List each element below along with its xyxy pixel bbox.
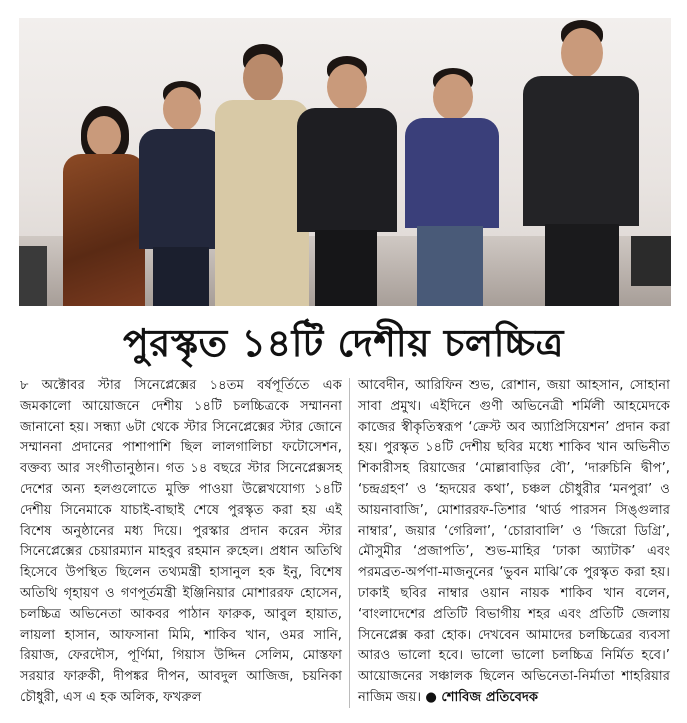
- article-column-right: [358, 376, 670, 709]
- byline: ● শোবিজ প্রতিবেদক: [425, 689, 539, 705]
- person-man-microphone: [291, 56, 401, 306]
- headline: পুরস্কৃত ১৪টি দেশীয় চলচ্চিত্র: [123, 321, 564, 365]
- article-column-left: ৮ অক্টোবর স্টার সিনেপ্লেক্সের ১৪তম বর্ষপূর্তিতে এক জমকালো আয়োজনে দেশীয় ১৪টি চলচ্চিত্রকে সম্মাননা জানানো হয়। সন্ধ্যা ৬টা থেকে স্টার সিনেপ্লেক্সের স্টার জোনে সম্মাননা প্রদানের পাশাপাশি ছিল লালগালিচা ফটোসেশন, বক্তব্য আর সংগীতানুষ্ঠান। গত ১৪ বছরে স্টার সিনেপ্লেক্সসহ দেশের অন্য হলগুলোতে মুক্তি পাওয়া উল্লেখযোগ্য ১৪টি দেশীয় সিনেমাকে যাচাই-বাছাই শেষে পুরস্কৃত করা হয় এই বিশেষ অনুষ্ঠানের মধ্য দিয়ে। পুরস্কার প্রদান করেন স্টার সিনেপ্লেক্সের চেয়ারম্যান মাহবুব রহমান রুহেল। প্রধান অতিথি হিসেবে উপস্থিত ছিলেন তথ্যমন্ত্রী হাসানুল হক ইনু, বিশেষ অতিথি গৃহায়ণ ও গণপূর্তমন্ত্রী ইঞ্জিনিয়ার মোশাররফ হোসেন, চলচ্চিত্র অভিনেতা আকবর পাঠান ফারুক, আবুল হায়াত, লায়লা হাসান, আফসানা মিমি, শাকিব খান, ওমর সানি, রিয়াজ, ফেরদৌস, পূর্ণিমা, গিয়াস উদ্দিন সেলিম, মোস্তফা সরয়ার ফারুকী, দীপঙ্কর দীপন, আবদুল আজিজ, চয়নিকা চৌধুরী, এস এ হক অলিক, ফখরুল: [20, 378, 342, 705]
- stage-equipment-left: [19, 246, 47, 306]
- event-photo: [19, 18, 671, 306]
- person-man-blue-shirt: [399, 68, 503, 306]
- article-column-right-text: আবেদীন, আরিফিন শুভ, রোশান, জয়া আহসান, সোহানা সাবা প্রমুখ। এইদিনে গুণী অভিনেত্রী শর্মিলী আহমেদকে কাজের স্বীকৃতিস্বরূপ ‘ক্রেস্ট অব অ্যাপ্রিসিয়েশন’ প্রদান করা হয়। পুরস্কৃত ১৪টি দেশীয় ছবির মধ্যে শাকিব খান অভিনীত শিকারীসহ রিয়াজের ‘মোল্লাবাড়ির বৌ’, ‘দারুচিনি দ্বীপ’, ‘চন্দ্রগ্রহণ’ ও ‘হৃদয়ের কথা’, চঞ্চল চৌধুরীর ‘মনপুরা’ ও আয়নাবাজি’, মোশাররফ-তিশার ‘থার্ড পারসন সিঙ্গুলার নাম্বার’, জয়ার ‘গেরিলা’, ‘চোরাবালি’ ও ‘জিরো ডিগ্রি’, মৌসুমীর ‘প্রজাপতি’, শুভ-মাহির ‘ঢাকা অ্যাটাক’ এবং পরমব্রত-অর্পণা-মাজনুনের ‘ভুবন মাঝি’কে পুরস্কৃত করা হয়। ঢাকাই ছবির নাম্বার ওয়ান নায়ক শাকিব খান বলেন, ‘বাংলাদেশের প্রতিটি বিভাগীয় শহর এবং প্রতিটি জেলায় সিনেপ্লেক্স করা হোক। দেখবেন আমাদের চলচ্চিত্রের ব্যবসা আরও ভালো হবে। ভালো ভালো চলচ্চিত্র নির্মিত হবে।’ আয়োজনের সঞ্চালক ছিলেন অভিনেতা-নির্মাতা শাহরিয়ার নাজিম জয়।: [358, 378, 670, 705]
- column-divider: [349, 378, 350, 708]
- person-man-dark-suit: [515, 20, 645, 306]
